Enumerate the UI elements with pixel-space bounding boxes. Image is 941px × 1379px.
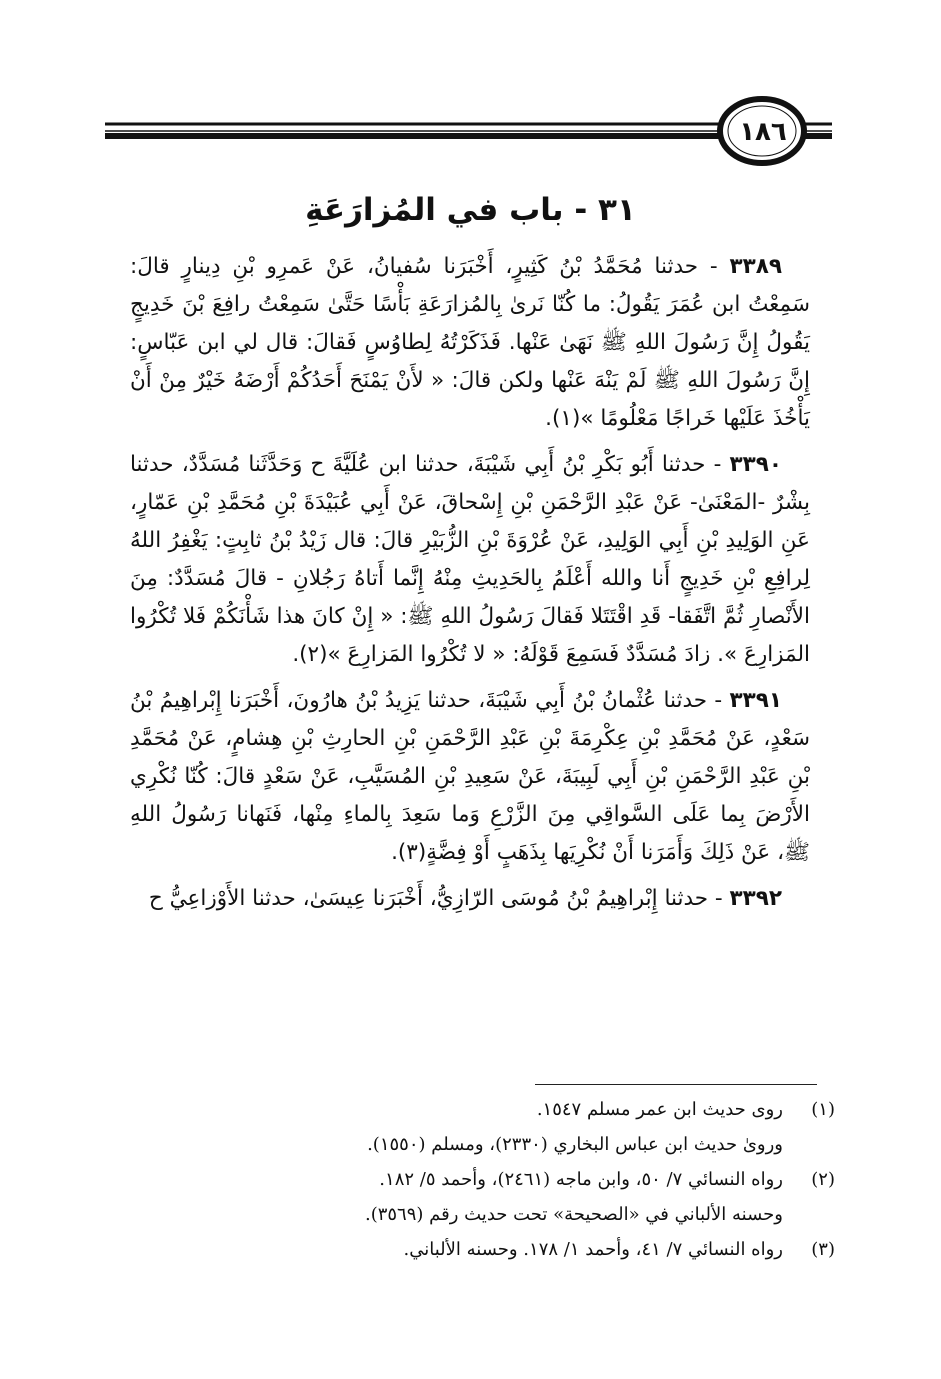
hadith-paragraph [130, 880, 810, 918]
footnote [225, 1127, 835, 1162]
footnote [225, 1162, 835, 1197]
footnote [225, 1092, 835, 1127]
page-number: ١٨٦ [739, 117, 787, 147]
hadith-text: - حدثنا مُحَمَّدُ بْنُ كَثِيرٍ، أَخْبَرَنا سُفيانُ، عَنْ عَمرِو بْنِ دِينارٍ قالَ: سَمِعْتُ ابن عُمَرَ يَقُولُ: ما كُنّا نَرىٰ بِالمُزارَعَةِ بَأْسًا حَتَّىٰ سَمِعْتُ رافِعَ بْنَ خَدِيجٍ يَقُولُ إِنَّ رَسُولَ اللهِ ﷺ نَهَىٰ عَنْها. فَذَكَرْتُهُ لِطاوُسٍ فَقالَ: قال لي ابن عَبّاسٍ: إِنَّ رَسُولَ اللهِ ﷺ لَمْ يَنْهَ عَنْها ولكن قالَ: « لأَنْ يَمْنَحَ أَحَدُكُمْ أَرْضَهُ خَيْرٌ مِنْ أَنْ يَأْخُذَ عَلَيْها خَراجًا مَعْلُومًا »(١). [130, 254, 810, 431]
hadith-text: - حدثنا إِبْراهِيمُ بْنُ مُوسَى الرّازِيُّ، أَخْبَرَنا عِيسَىٰ، حدثنا الأَوْزاعِيُّ ح [148, 886, 723, 911]
footnote-mark: (٢) [811, 1169, 835, 1190]
footnote-divider [535, 1084, 817, 1085]
hadith-number: ٣٣٩٠ [729, 452, 782, 477]
hadith-paragraph [130, 248, 810, 438]
main-text [130, 248, 810, 926]
footnote-mark: (١) [811, 1099, 835, 1120]
hadith-text: - حدثنا عُثْمانُ بْنُ أَبِي شَيْبَةَ، حدثنا يَزِيدُ بْنُ هارُونَ، أَخْبَرَنا إِبْراهِيمُ بْنُ سَعْدٍ، عَنْ مُحَمَّدِ بْنِ عِكْرِمَةَ بْنِ عَبْدِ الرَّحْمَنِ بْنِ الحارِثِ بْنِ هِشامٍ، عَنْ مُحَمَّدِ بْنِ عَبْدِ الرَّحْمَنِ بْنِ أَبِي لَبِيبَةَ، عَنْ سَعِيدِ بْنِ المُسَيَّبِ، عَنْ سَعْدٍ قالَ: كُنّا نُكْرِي الأَرْضَ بِما عَلَى السَّواقِي مِنَ الزَّرْعِ وَما سَعِدَ بِالماءِ مِنْها، فَنَهانا رَسُولُ اللهِ ﷺ، عَنْ ذَلِكَ وَأَمَرَنا أَنْ نُكْرِيَها بِذَهَبٍ أَوْ فِضَّةٍ(٣). [130, 688, 810, 865]
footnote-text: رواه النسائي ٧/ ٥٠، وابن ماجه (٢٤٦١)، وأحمد ٥/ ١٨٢. [379, 1169, 783, 1190]
footnote-mark [783, 1127, 835, 1162]
footnotes [225, 1092, 835, 1267]
page-header [0, 0, 941, 190]
footnote [225, 1232, 835, 1267]
hadith-number: ٣٣٨٩ [729, 254, 782, 279]
footnote-mark: (٣) [811, 1239, 835, 1260]
hadith-number: ٣٣٩٢ [729, 886, 782, 911]
hadith-text: - حدثنا أَبُو بَكْرِ بْنُ أَبِي شَيْبَةَ، حدثنا ابن عُلَيَّةَ ح وَحَدَّثَنا مُسَدَّدٌ، حدثنا بِشْرٌ -المَعْنَىٰ- عَنْ عَبْدِ الرَّحْمَنِ بْنِ إِسْحاقَ، عَنْ أَبِي عُبَيْدَةَ بْنِ مُحَمَّدِ بْنِ عَمّارٍ، عَنِ الوَلِيدِ بْنِ أَبِي الوَلِيدِ، عَنْ عُرْوَةَ بْنِ الزُّبَيْرِ قالَ: قال زَيْدُ بْنُ ثابِتٍ: يَغْفِرُ اللهُ لِرافِعِ بْنِ خَدِيجٍ أَنا والله أَعْلَمُ بِالحَدِيثِ مِنْهُ إِنَّما أَتاهُ رَجُلانِ - قالَ مُسَدَّدٌ: مِنَ الأَنْصارِ ثُمَّ اتَّفَقا- قَدِ اقْتَتَلا فَقالَ رَسُولُ اللهِ ﷺ: « إِنْ كانَ هذا شَأْنَكُمْ فَلا تُكْرُوا المَزارِعَ ». زادَ مُسَدَّدٌ فَسَمِعَ قَوْلَهُ: « لا تُكْرُوا المَزارِعَ »(٢). [130, 452, 810, 667]
hadith-paragraph [130, 446, 810, 674]
footnote-text: رواه النسائي ٧/ ٤١، وأحمد ١/ ١٧٨. وحسنه الألباني. [403, 1239, 783, 1260]
footnote [225, 1197, 835, 1232]
footnote-text: وحسنه الألباني في «الصحيحة» تحت حديث رقم (٣٥٦٩). [364, 1204, 783, 1225]
header-ornament [0, 0, 941, 190]
footnote-text: روى حديث ابن عمر مسلم ١٥٤٧. [536, 1099, 783, 1120]
chapter-title: ٣١ - باب في المُزارَعَةِ [305, 192, 636, 228]
hadith-paragraph [130, 682, 810, 872]
footnote-mark [783, 1197, 835, 1232]
hadith-number: ٣٣٩١ [729, 688, 783, 713]
footnote-text: وروىٰ حديث ابن عباس البخاري (٢٣٣٠)، ومسلم (١٥٥٠). [367, 1134, 783, 1155]
